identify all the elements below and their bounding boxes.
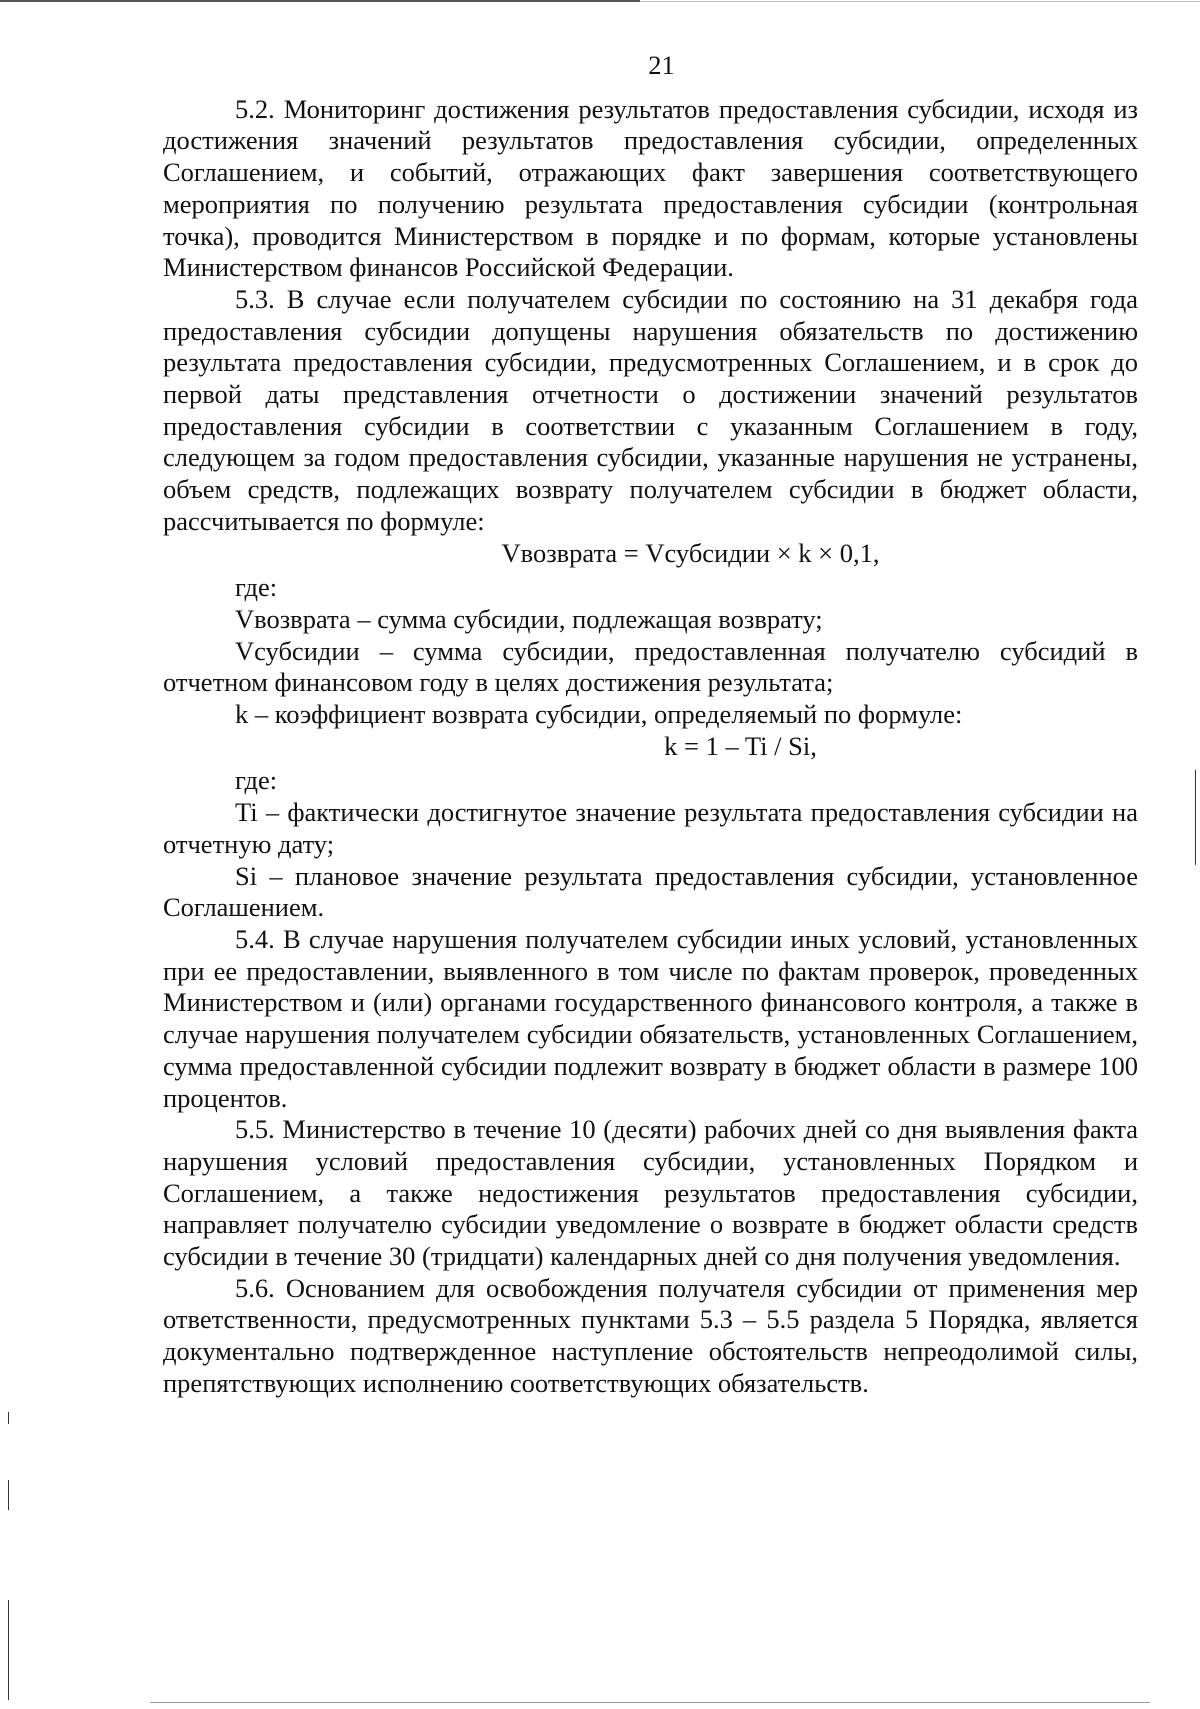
formula-refund-amount: Vвозврата = Vсубсидии × k × 0,1, — [501, 537, 880, 568]
paragraph-5-3: 5.3. В случае если получателем субсидии по состоянию на 31 декабря года предоставления субсидии допущены нарушения обязательств по достижению результата предоставления субсидии, предусмотренных Соглашением, и в срок до первой даты представления отчетности о достижении значений результатов предоставления субсидии в соответствии с указанным Соглашением в году, следующем за годом предоставления субсидии, указанные нарушения не устранены, объем средств, подлежащих возврату получателем субсидии в бюджет области, рассчитывается по формуле: — [163, 283, 1138, 536]
scan-margin-mark-right — [1195, 770, 1196, 865]
where-label-2: где: — [235, 765, 278, 796]
definition-si: Si – плановое значение результата предоставления субсидии, установленное Соглашением. — [163, 860, 1138, 923]
definition-ti: Ti – фактически достигнутое значение результата предоставления субсидии на отчетную дату; — [163, 797, 1138, 859]
document-page — [163, 50, 1138, 1400]
definition-v-vozvrata: Vвозврата – сумма субсидии, подлежащая возврату; — [235, 603, 823, 634]
scan-margin-mark-left-1 — [8, 1412, 9, 1424]
definition-v-subsidii: Vсубсидии – сумма субсидии, предоставленная получателю субсидий в отчетном финансовом году в целях достижения результата; — [163, 635, 1138, 698]
paragraph-5-6: 5.6. Основанием для освобождения получателя субсидии от применения мер ответственности, предусмотренных пунктами 5.3 – 5.5 раздела 5 Порядка, является документально подтвержденное наступление обстоятельств непреодолимой силы, препятствующих исполнению соответствующих обязательств. — [163, 1272, 1138, 1398]
paragraph-5-2: 5.2. Мониторинг достижения результатов предоставления субсидии, исходя из достижения значений результатов предоставления субсидии, определенных Соглашением, и событий, отражающих факт завершения соответствующего мероприятия по получению результата предоставления субсидии (контрольная точка), проводится Министерством в порядке и по формам, которые установлены Министерством финансов Российской Федерации. — [163, 93, 1138, 283]
scan-bottom-edge — [150, 1702, 1150, 1703]
where-label-1: где: — [235, 572, 278, 603]
paragraph-5-4: 5.4. В случае нарушения получателем субсидии иных условий, установленных при ее предоставлении, выявленного в том числе по фактам проверок, проведенных Министерством и (или) органами государственного финансового контроля, а также в случае нарушения получателем субсидии обязательств, установленных Соглашением, сумма предоставленной субсидии подлежит возврату в бюджет области в размере 100 процентов. — [163, 923, 1138, 1113]
scan-margin-mark-left-3 — [8, 1600, 9, 1700]
scan-edge-line-faint — [640, 1, 1200, 2]
paragraph-5-5: 5.5. Министерство в течение 10 (десяти) рабочих дней со дня выявления факта нарушения условий предоставления субсидии, установленных Порядком и Соглашением, а также недостижения результатов предоставления субсидии, направляет получателю субсидии уведомление о возврате в бюджет области средств субсидии в течение 30 (тридцати) календарных дней со дня получения уведомления. — [163, 1114, 1138, 1272]
page-number: 21 — [648, 50, 675, 80]
scan-margin-mark-left-2 — [8, 1480, 9, 1510]
formula-coefficient-k: k = 1 – Ti / Si, — [664, 730, 817, 761]
scan-edge-line — [0, 0, 640, 2]
definition-k: k – коэффициент возврата субсидии, определяемый по формуле: — [235, 699, 963, 730]
